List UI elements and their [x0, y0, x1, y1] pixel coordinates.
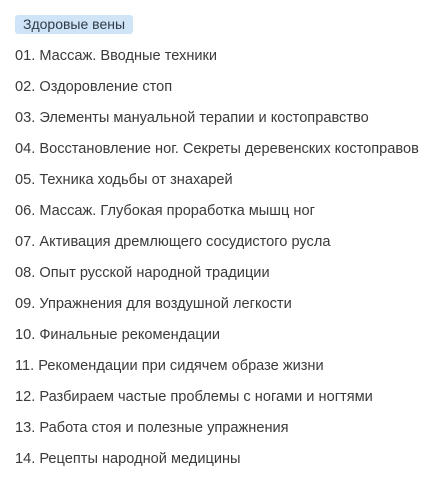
lesson-item[interactable]: 12. Разбираем частые проблемы с ногами и ногтями — [15, 389, 373, 405]
lesson-list — [15, 41, 440, 475]
lesson-item[interactable]: 09. Упражнения для воздушной легкости — [15, 296, 292, 312]
lesson-item[interactable]: 01. Массаж. Вводные техники — [15, 48, 218, 64]
lesson-item[interactable]: 06. Массаж. Глубокая проработка мышц ног — [15, 203, 315, 219]
lesson-item[interactable]: 03. Элементы мануальной терапии и костоправство — [15, 110, 369, 126]
lesson-item[interactable]: 02. Оздоровление стоп — [15, 79, 173, 95]
lesson-item[interactable]: 05. Техника ходьбы от знахарей — [15, 172, 233, 188]
lesson-item[interactable]: 14. Рецепты народной медицины — [15, 451, 241, 467]
lesson-item[interactable]: 10. Финальные рекомендации — [15, 327, 221, 343]
lesson-item[interactable]: 11. Рекомендации при сидячем образе жизни — [15, 358, 324, 374]
lesson-item[interactable]: 13. Работа стоя и полезные упражнения — [15, 420, 289, 436]
lesson-item[interactable]: 07. Активация дремлющего сосудистого русла — [15, 234, 331, 250]
lesson-item[interactable]: 04. Восстановление ног. Секреты деревенских костоправов — [15, 141, 419, 157]
course-tag[interactable]: Здоровые вены — [15, 15, 133, 34]
lesson-item[interactable]: 08. Опыт русской народной традиции — [15, 265, 270, 281]
